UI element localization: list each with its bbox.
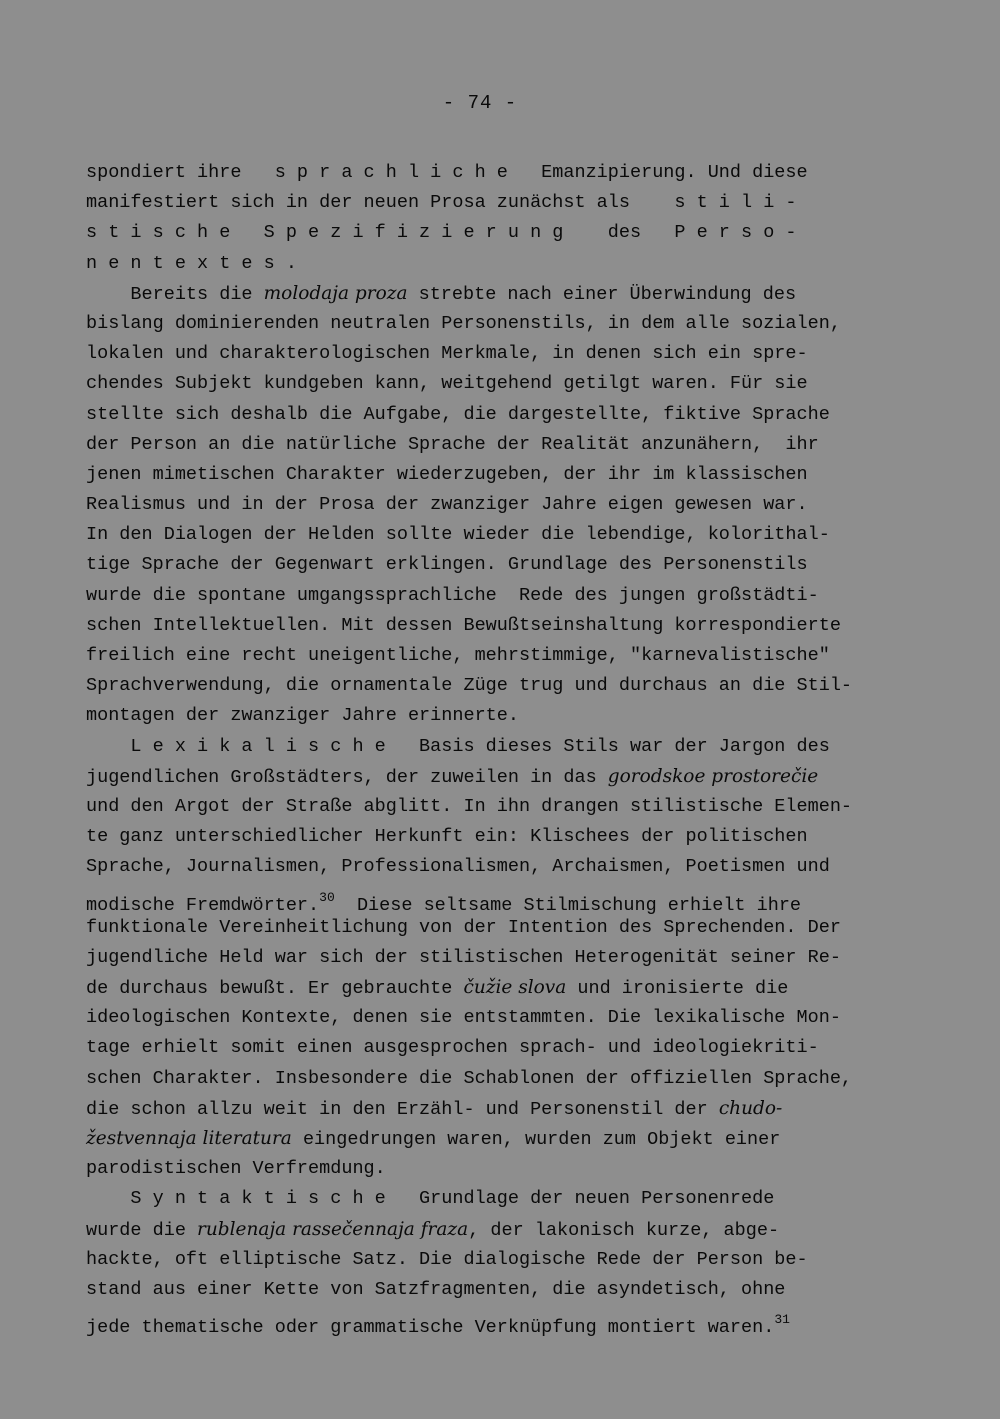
text-line: [86, 1305, 926, 1339]
text-segment: bislang dominierenden neutralen Personenstils, in dem alle sozialen,: [86, 312, 841, 334]
text-segment: ideologischen Kontexte, denen sie entstammten. Die lexikalische Mon-: [86, 1007, 841, 1029]
text-line: [86, 671, 926, 701]
text-segment: wurde die spontane umgangssprachliche Rede des jungen großstädti-: [86, 584, 819, 606]
text-line: [86, 309, 926, 339]
text-line: [86, 400, 926, 430]
text-segment: und ironisierte die: [566, 978, 789, 1000]
text-line: [86, 1184, 926, 1214]
text-segment: funktionale Vereinheitlichung von der Intention des Sprechenden. Der: [86, 916, 841, 938]
text-segment: te ganz unterschiedlicher Herkunft ein: Klischees der politischen: [86, 826, 808, 848]
text-segment: In den Dialogen der Helden sollte wieder die lebendige, kolorithal-: [86, 524, 830, 546]
text-line: [86, 792, 926, 822]
text-segment: Realismus und in der Prosa der zwanziger Jahre eigen gewesen war.: [86, 494, 808, 516]
text-line: [86, 339, 926, 369]
text-line: [86, 460, 926, 490]
italic-term: čužie slova: [463, 977, 567, 999]
text-segment: strebte nach einer Überwindung des: [407, 283, 797, 305]
text-line: [86, 732, 926, 762]
text-line: [86, 1033, 926, 1063]
text-segment: stellte sich deshalb die Aufgabe, die dargestellte, fiktive Sprache: [86, 403, 830, 425]
text-line: [86, 1124, 926, 1154]
text-line: [86, 611, 926, 641]
text-segment: jenen mimetischen Charakter wiederzugeben, der ihr im klassischen: [86, 463, 808, 485]
italic-term: žestvennaja literatura: [86, 1128, 292, 1149]
text-segment: jugendliche Held war sich der stilistischen Heterogenität seiner Re-: [86, 946, 841, 968]
italic-term: rublenaja rassečennaja fraza: [197, 1218, 469, 1240]
text-line: [86, 1215, 926, 1245]
italic-term: chudo-: [718, 1097, 783, 1119]
footnote-marker: 30: [319, 889, 335, 905]
text-segment: Sprache, Journalismen, Professionalismen, Archaismen, Poetismen und: [86, 856, 830, 878]
text-line: [86, 218, 926, 248]
text-segment: spondiert ihre s p r a c h l i c h e Emanzipierung. Und diese: [86, 162, 808, 183]
text-line: [86, 430, 926, 460]
text-line: [86, 158, 926, 188]
footnote-marker: 31: [774, 1312, 790, 1328]
text-line: [86, 1003, 926, 1033]
text-segment: schen Intellektuellen. Mit dessen Bewußtseinshaltung korrespondierte: [86, 614, 841, 636]
text-line: [86, 490, 926, 520]
text-line: [86, 822, 926, 852]
text-segment: modische Fremdwörter.: [86, 894, 320, 916]
text-segment: schen Charakter. Insbesondere die Schablonen der offiziellen Sprache,: [86, 1067, 853, 1089]
text-segment: tige Sprache der Gegenwart erklingen. Grundlage des Personenstils: [86, 554, 808, 576]
text-segment: jugendlichen Großstädters, der zuweilen in das: [86, 766, 608, 788]
text-line: [86, 883, 926, 916]
text-segment: S y n t a k t i s c h e Grundlage der neuen Personenrede: [86, 1188, 775, 1210]
text-line: [86, 369, 926, 399]
text-segment: der Person an die natürliche Sprache der Realität anzunähern, ihr: [86, 433, 819, 455]
text-segment: jede thematische oder grammatische Verknüpfung montiert waren.: [86, 1317, 775, 1339]
text-line: [86, 279, 926, 309]
text-line: [86, 550, 926, 580]
text-line: [86, 973, 926, 1003]
text-segment: und den Argot der Straße abglitt. In ihn drangen stilistische Elemen-: [86, 795, 853, 817]
text-line: [86, 520, 926, 550]
italic-term: molodaja proza: [263, 282, 408, 304]
italic-term: gorodskoe prostorečie: [607, 765, 819, 787]
body-text: [86, 158, 926, 1339]
text-line: [86, 1245, 926, 1275]
text-line: [86, 249, 926, 279]
text-line: [86, 188, 926, 218]
text-segment: Bereits die: [86, 283, 264, 305]
page-number: - 74 -: [442, 92, 518, 114]
text-line: [86, 852, 926, 882]
text-line: [86, 762, 926, 792]
text-segment: freilich eine recht uneigentliche, mehrstimmige, "karnevalistische": [86, 645, 830, 666]
text-line: [86, 1275, 926, 1305]
text-segment: wurde die: [86, 1219, 198, 1241]
text-segment: manifestiert sich in der neuen Prosa zunächst als s t i l i -: [86, 192, 797, 214]
text-line: [86, 641, 926, 671]
text-segment: Sprachverwendung, die ornamentale Züge trug und durchaus an die Stil-: [86, 675, 853, 697]
text-segment: , der lakonisch kurze, abge-: [468, 1219, 780, 1241]
text-segment: montagen der zwanziger Jahre erinnerte.: [86, 705, 519, 727]
text-segment: n e n t e x t e s .: [86, 252, 297, 274]
text-line: [86, 943, 926, 973]
text-segment: de durchaus bewußt. Er gebrauchte: [86, 978, 464, 1000]
text-segment: s t i s c h e S p e z i f i z i e r u n g des P e r s o -: [86, 222, 797, 244]
text-segment: parodistischen Verfremdung.: [86, 1158, 386, 1180]
text-line: [86, 701, 926, 731]
text-segment: stand aus einer Kette von Satzfragmenten, die asyndetisch, ohne: [86, 1278, 786, 1300]
text-segment: hackte, oft elliptische Satz. Die dialogische Rede der Person be-: [86, 1248, 808, 1270]
text-line: [86, 1094, 926, 1124]
text-segment: eingedrungen waren, wurden zum Objekt einer: [291, 1129, 781, 1150]
text-line: [86, 913, 926, 943]
text-line: [86, 1154, 926, 1184]
text-segment: Diese seltsame Stilmischung erhielt ihre: [334, 894, 802, 916]
text-segment: L e x i k a l i s c h e Basis dieses Stils war der Jargon des: [86, 735, 830, 757]
text-line: [86, 581, 926, 611]
text-segment: tage erhielt somit einen ausgesprochen sprach- und ideologiekriti-: [86, 1037, 819, 1059]
text-segment: lokalen und charakterologischen Merkmale, in denen sich ein spre-: [86, 343, 808, 365]
text-segment: die schon allzu weit in den Erzähl- und Personenstil der: [86, 1098, 719, 1120]
text-line: [86, 1064, 926, 1094]
text-segment: chendes Subjekt kundgeben kann, weitgehend getilgt waren. Für sie: [86, 373, 808, 395]
